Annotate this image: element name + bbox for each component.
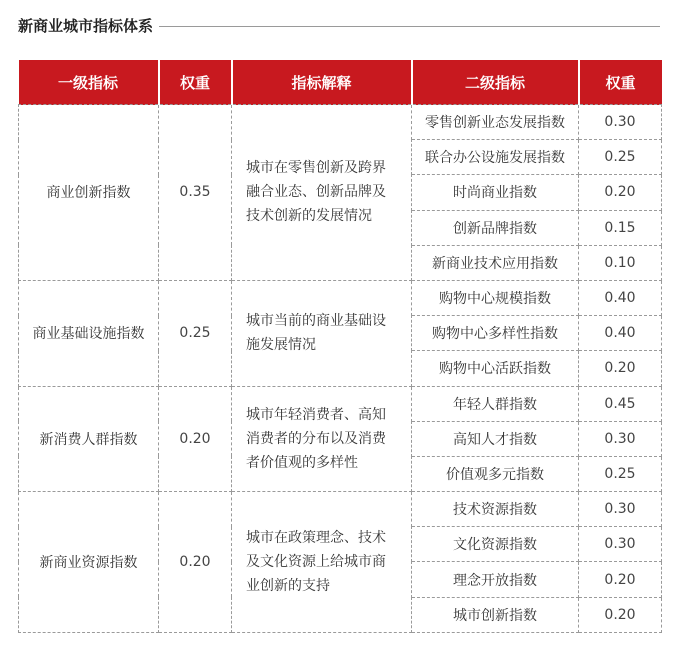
level2-name: 高知人才指数 — [412, 421, 579, 456]
level2-weight: 0.20 — [579, 351, 662, 386]
header-weight1: 权重 — [159, 60, 232, 105]
level2-weight: 0.30 — [579, 105, 662, 140]
table-row — [19, 105, 662, 140]
table-header-row — [19, 60, 662, 105]
table-row — [19, 492, 662, 527]
page-title: 新商业城市指标体系 — [18, 16, 154, 35]
level1-weight: 0.25 — [159, 280, 232, 386]
indicator-table — [18, 60, 662, 633]
title-divider — [159, 26, 660, 27]
level2-weight: 0.25 — [579, 140, 662, 175]
level2-weight: 0.45 — [579, 386, 662, 421]
level2-name: 价值观多元指数 — [412, 456, 579, 491]
level1-name: 新商业资源指数 — [19, 492, 159, 633]
level2-name: 购物中心多样性指数 — [412, 316, 579, 351]
level2-name: 创新品牌指数 — [412, 210, 579, 245]
header-explanation: 指标解释 — [232, 60, 412, 105]
level2-weight: 0.25 — [579, 456, 662, 491]
level2-name: 购物中心活跃指数 — [412, 351, 579, 386]
level1-weight: 0.35 — [159, 105, 232, 281]
level2-weight: 0.40 — [579, 280, 662, 315]
level2-name: 零售创新业态发展指数 — [412, 105, 579, 140]
header-level1: 一级指标 — [19, 60, 159, 105]
level2-name: 新商业技术应用指数 — [412, 245, 579, 280]
header-level2: 二级指标 — [412, 60, 579, 105]
level1-name: 商业创新指数 — [19, 105, 159, 281]
level1-explanation: 城市在政策理念、技术及文化资源上给城市商业创新的支持 — [232, 492, 412, 633]
level1-weight: 0.20 — [159, 492, 232, 633]
level2-weight: 0.30 — [579, 527, 662, 562]
level1-explanation: 城市年轻消费者、高知消费者的分布以及消费者价值观的多样性 — [232, 386, 412, 492]
level2-weight: 0.15 — [579, 210, 662, 245]
level2-name: 购物中心规模指数 — [412, 280, 579, 315]
level2-weight: 0.20 — [579, 175, 662, 210]
table-row — [19, 280, 662, 315]
level1-name: 新消费人群指数 — [19, 386, 159, 492]
level2-weight: 0.20 — [579, 562, 662, 597]
level2-name: 理念开放指数 — [412, 562, 579, 597]
level1-explanation: 城市在零售创新及跨界融合业态、创新品牌及技术创新的发展情况 — [232, 105, 412, 281]
level2-name: 技术资源指数 — [412, 492, 579, 527]
level2-weight: 0.40 — [579, 316, 662, 351]
level1-name: 商业基础设施指数 — [19, 280, 159, 386]
header-weight2: 权重 — [579, 60, 662, 105]
level2-weight: 0.30 — [579, 421, 662, 456]
table-row — [19, 386, 662, 421]
level2-name: 文化资源指数 — [412, 527, 579, 562]
level1-explanation: 城市当前的商业基础设施发展情况 — [232, 280, 412, 386]
level2-weight: 0.10 — [579, 245, 662, 280]
level2-name: 年轻人群指数 — [412, 386, 579, 421]
level2-weight: 0.20 — [579, 597, 662, 632]
level1-weight: 0.20 — [159, 386, 232, 492]
level2-name: 城市创新指数 — [412, 597, 579, 632]
title-row — [18, 10, 660, 40]
level2-name: 联合办公设施发展指数 — [412, 140, 579, 175]
level2-weight: 0.30 — [579, 492, 662, 527]
level2-name: 时尚商业指数 — [412, 175, 579, 210]
